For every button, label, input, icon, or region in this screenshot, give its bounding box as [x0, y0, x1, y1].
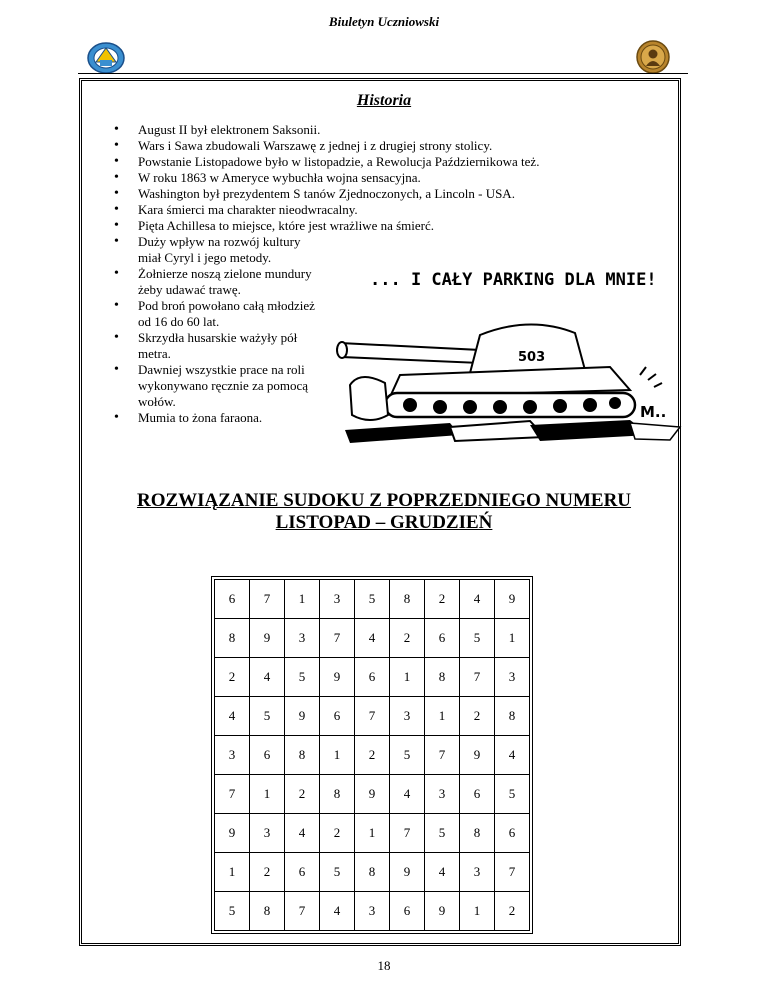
sudoku-cell: 9 [495, 580, 530, 619]
table-row [215, 697, 530, 736]
sudoku-cell: 5 [355, 580, 390, 619]
sudoku-cell: 5 [390, 736, 425, 775]
sudoku-cell: 3 [215, 736, 250, 775]
list-item: • Duży wpływ na rozwój kultury miał Cyryl i jego metody. [108, 234, 323, 266]
sudoku-cell: 1 [425, 697, 460, 736]
list-item: • August II był elektronem Saksonii. [108, 122, 648, 138]
list-item: • Kara śmierci ma charakter nieodwracalny. [108, 202, 648, 218]
sudoku-cell: 8 [320, 775, 355, 814]
table-row [215, 658, 530, 697]
sudoku-cell: 4 [460, 580, 495, 619]
artist-signature: M.. [640, 403, 667, 421]
tank-number: 503 [518, 350, 546, 365]
sudoku-cell: 2 [460, 697, 495, 736]
list-item: • W roku 1863 w Ameryce wybuchła wojna sensacyjna. [108, 170, 648, 186]
sudoku-cell: 5 [215, 892, 250, 931]
list-item: • Pięta Achillesa to miejsce, które jest wrażliwe na śmierć. [108, 218, 648, 234]
sudoku-cell: 6 [355, 658, 390, 697]
sudoku-cell: 2 [215, 658, 250, 697]
sudoku-cell: 5 [425, 814, 460, 853]
sudoku-cell: 7 [250, 580, 285, 619]
sudoku-cell: 1 [355, 814, 390, 853]
sudoku-cell: 7 [425, 736, 460, 775]
list-item: • Wars i Sawa zbudowali Warszawę z jednej i z drugiej strony stolicy. [108, 138, 648, 154]
patron-medallion-icon [636, 40, 670, 74]
sudoku-cell: 3 [320, 580, 355, 619]
sudoku-cell: 4 [250, 658, 285, 697]
table-row [215, 736, 530, 775]
sudoku-cell: 2 [390, 619, 425, 658]
sudoku-cell: 3 [285, 619, 320, 658]
sudoku-cell: 7 [495, 853, 530, 892]
sudoku-title-line2: LISTOPAD – GRUDZIEŃ [275, 512, 493, 533]
table-row [215, 853, 530, 892]
sudoku-cell: 8 [215, 619, 250, 658]
school-logo-icon [86, 40, 126, 76]
sudoku-heading [0, 490, 768, 534]
sudoku-cell: 3 [495, 658, 530, 697]
sudoku-cell: 2 [285, 775, 320, 814]
list-item: • Żołnierze noszą zielone mundury żeby udawać trawę. [108, 266, 323, 298]
sudoku-cell: 2 [425, 580, 460, 619]
sudoku-cell: 1 [250, 775, 285, 814]
section-title: Historia [356, 92, 412, 109]
header-divider [78, 73, 688, 74]
tank-cartoon [330, 255, 686, 455]
sudoku-cell: 8 [460, 814, 495, 853]
sudoku-cell: 2 [250, 853, 285, 892]
list-item: • Pod broń powołano całą młodzież od 16 do 60 lat. [108, 298, 323, 330]
sudoku-cell: 8 [425, 658, 460, 697]
sudoku-cell: 4 [215, 697, 250, 736]
sudoku-cell: 4 [355, 619, 390, 658]
sudoku-solution-grid [214, 579, 530, 931]
sudoku-cell: 3 [250, 814, 285, 853]
cartoon-caption: ... I CAŁY PARKING DLA MNIE! [370, 270, 657, 290]
sudoku-cell: 3 [460, 853, 495, 892]
sudoku-cell: 2 [320, 814, 355, 853]
sudoku-cell: 1 [495, 619, 530, 658]
sudoku-cell: 5 [250, 697, 285, 736]
table-row [215, 775, 530, 814]
sudoku-cell: 6 [390, 892, 425, 931]
sudoku-cell: 5 [285, 658, 320, 697]
sudoku-cell: 8 [250, 892, 285, 931]
sudoku-cell: 5 [320, 853, 355, 892]
sudoku-cell: 2 [495, 892, 530, 931]
sudoku-cell: 7 [320, 619, 355, 658]
sudoku-cell: 4 [285, 814, 320, 853]
sudoku-title-line1: ROZWIĄZANIE SUDOKU Z POPRZEDNIEGO NUMERU [136, 490, 632, 511]
table-row [215, 619, 530, 658]
sudoku-cell: 9 [285, 697, 320, 736]
sudoku-cell: 3 [425, 775, 460, 814]
sudoku-cell: 1 [215, 853, 250, 892]
sudoku-cell: 1 [390, 658, 425, 697]
page-number: 18 [377, 958, 391, 973]
sudoku-cell: 5 [495, 775, 530, 814]
sudoku-cell: 1 [460, 892, 495, 931]
table-row [215, 814, 530, 853]
sudoku-cell: 9 [425, 892, 460, 931]
sudoku-cell: 1 [285, 580, 320, 619]
table-row [215, 892, 530, 931]
sudoku-cell: 4 [495, 736, 530, 775]
sudoku-cell: 6 [495, 814, 530, 853]
list-item: • Skrzydła husarskie ważyły pół metra. [108, 330, 323, 362]
sudoku-cell: 3 [390, 697, 425, 736]
sudoku-cell: 7 [390, 814, 425, 853]
list-item: • Dawniej wszystkie prace na roli wykonywano ręcznie za pomocą wołów. [108, 362, 323, 410]
list-item: • Washington był prezydentem S tanów Zjednoczonych, a Lincoln - USA. [108, 186, 648, 202]
list-item: • Powstanie Listopadowe było w listopadzie, a Rewolucja Październikowa też. [108, 154, 648, 170]
sudoku-cell: 9 [460, 736, 495, 775]
sudoku-cell: 9 [390, 853, 425, 892]
sudoku-cell: 7 [460, 658, 495, 697]
sudoku-cell: 6 [285, 853, 320, 892]
sudoku-cell: 9 [250, 619, 285, 658]
sudoku-cell: 4 [425, 853, 460, 892]
sudoku-cell: 8 [495, 697, 530, 736]
sudoku-cell: 7 [215, 775, 250, 814]
list-item: • Mumia to żona faraona. [108, 410, 323, 426]
sudoku-cell: 2 [355, 736, 390, 775]
sudoku-cell: 4 [390, 775, 425, 814]
sudoku-cell: 3 [355, 892, 390, 931]
sudoku-cell: 6 [460, 775, 495, 814]
sudoku-cell: 6 [320, 697, 355, 736]
sudoku-cell: 9 [355, 775, 390, 814]
table-row [215, 580, 530, 619]
bulletin-title: Biuletyn Uczniowski [328, 14, 440, 29]
sudoku-cell: 8 [355, 853, 390, 892]
sudoku-cell: 6 [250, 736, 285, 775]
sudoku-cell: 8 [285, 736, 320, 775]
sudoku-cell: 1 [320, 736, 355, 775]
sudoku-cell: 7 [285, 892, 320, 931]
sudoku-cell: 9 [320, 658, 355, 697]
sudoku-cell: 6 [425, 619, 460, 658]
sudoku-cell: 9 [215, 814, 250, 853]
sudoku-cell: 4 [320, 892, 355, 931]
sudoku-cell: 6 [215, 580, 250, 619]
sudoku-cell: 7 [355, 697, 390, 736]
sudoku-cell: 5 [460, 619, 495, 658]
sudoku-cell: 8 [390, 580, 425, 619]
